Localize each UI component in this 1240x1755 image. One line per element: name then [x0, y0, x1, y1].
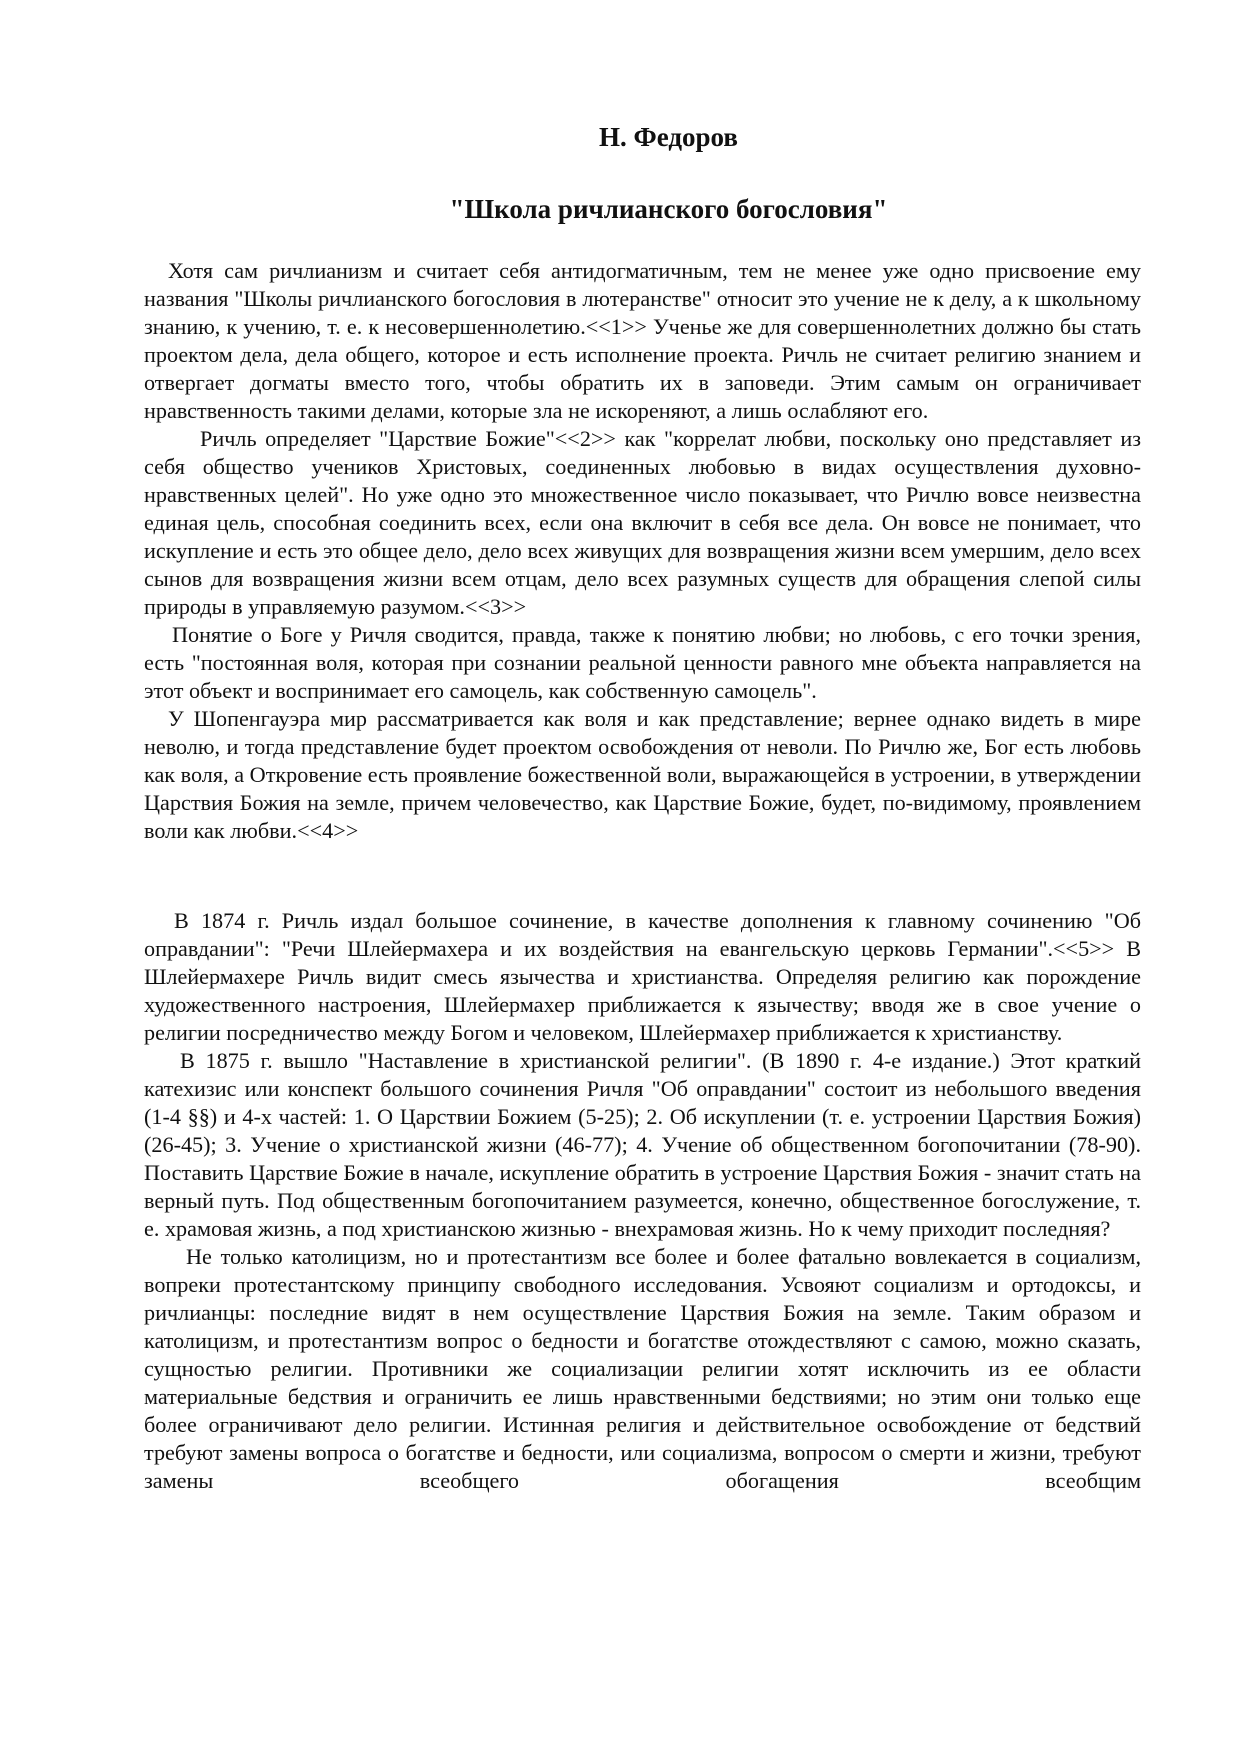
paragraph-2: Ричль определяет "Царствие Божие"<<2>> как "коррелат любви, поскольку оно представляет из себя общество учеников Христовых, соединенных любовью в видах осуществления духовно-нравственных целей". Но уже одно это множественное число показывает, что Ричлю вовсе неизвестна единая цель, способная соединить всех, если она включит в себя все дела. Он вовсе не понимает, что искупление и есть это общее дело, дело всех живущих для возвращения жизни всем умершим, дело всех сынов для возвращения жизни всем отцам, дело всех разумных существ для обращения слепой силы природы в управляемую разумом.<<3>>: [144, 426, 1141, 619]
document-title: "Школа ричлианского богословия": [449, 194, 888, 224]
paragraph-4: У Шопенгауэра мир рассматривается как воля и как представление; вернее однако видеть в мире неволю, и тогда представление будет проектом освобождения от неволи. По Ричлю же, Бог есть любовь как воля, а Откровение есть проявление божественной воли, выражающейся в устроении, в утверждении Царствия Божия на земле, причем человечество, как Царствие Божие, будет, по-видимому, проявлением воли как любви.<<4>>: [144, 706, 1141, 843]
paragraph-6: В 1875 г. вышло "Наставление в христианской религии". (В 1890 г. 4-е издание.) Этот краткий катехизис или конспект большого сочинения Ричля "Об оправдании" состоит из небольшого введения (1-4 §§) и 4-х частей: 1. О Царствии Божием (5-25); 2. Об искуплении (т. е. устроении Царствия Божия) (26-45); 3. Учение о христианской жизни (46-77); 4. Учение об общественном богопочитании (78-90). Поставить Царствие Божие в начале, искупление обратить в устроение Царствия Божия - значит стать на верный путь. Под общественным богопочитанием разумеется, конечно, общественное богослужение, т. е. храмовая жизнь, а под христианскою жизнью - внехрамовая жизнь. Но к чему приходит последняя?: [144, 1048, 1141, 1241]
document-page: [144, 112, 1141, 1495]
document-body: [144, 257, 1141, 1495]
paragraph-7: Не только католицизм, но и протестантизм все более и более фатально вовлекается в социализм, вопреки протестантскому принципу свободного исследования. Усвояют социализм и ортодоксы, и ричлианцы: последние видят в нем осуществление Царствия Божия на земле. Таким образом и католицизм, и протестантизм вопрос о бедности и богатстве отождествляют с самою, можно сказать, сущностью религии. Противники же социализации религии хотят исключить из ее области материальные бедствия и ограничить ее лишь нравственными бедствиями; но этим они только еще более ограничивают дело религии. Истинная религия и действительное освобождение от бедствий требуют замены вопроса о богатстве и бедности, или социализма, вопросом о смерти и жизни, требуют замены всеобщего обогащения всеобщим: [144, 1244, 1141, 1493]
author-name: Н. Федоров: [599, 122, 738, 152]
paragraph-1: Хотя сам ричлианизм и считает себя антидогматичным, тем не менее уже одно присвоение ему названия "Школы ричлианского богословия в лютеранстве" относит это учение не к делу, а к школьному знанию, к учению, т. е. к несовершеннолетию.<<1>> Ученье же для совершеннолетних должно бы стать проектом дела, дела общего, которое и есть исполнение проекта. Ричль не считает религию знанием и отвергает догматы вместо того, чтобы обратить их в заповеди. Этим самым он ограничивает нравственность такими делами, которые зла не искореняют, а лишь ослабляют его.: [144, 258, 1141, 423]
paragraph-5: В 1874 г. Ричль издал большое сочинение, в качестве дополнения к главному сочинению "Об оправдании": "Речи Шлейермахера и их воздействия на евангельскую церковь Германии".<<5>> В Шлейермахере Ричль видит смесь язычества и христианства. Определяя религию как порождение художественного настроения, Шлейермахер приближается к язычеству; вводя же в свое учение о религии посредничество между Богом и человеком, Шлейермахер приближается к христианству.: [144, 908, 1141, 1045]
paragraph-3: Понятие о Боге у Ричля сводится, правда, также к понятию любви; но любовь, с его точки зрения, есть "постоянная воля, которая при сознании реальной ценности равного мне объекта направляется на этот объект и воспринимает его самоцель, как собственную самоцель".: [144, 622, 1141, 703]
section-gap: [144, 845, 1141, 907]
